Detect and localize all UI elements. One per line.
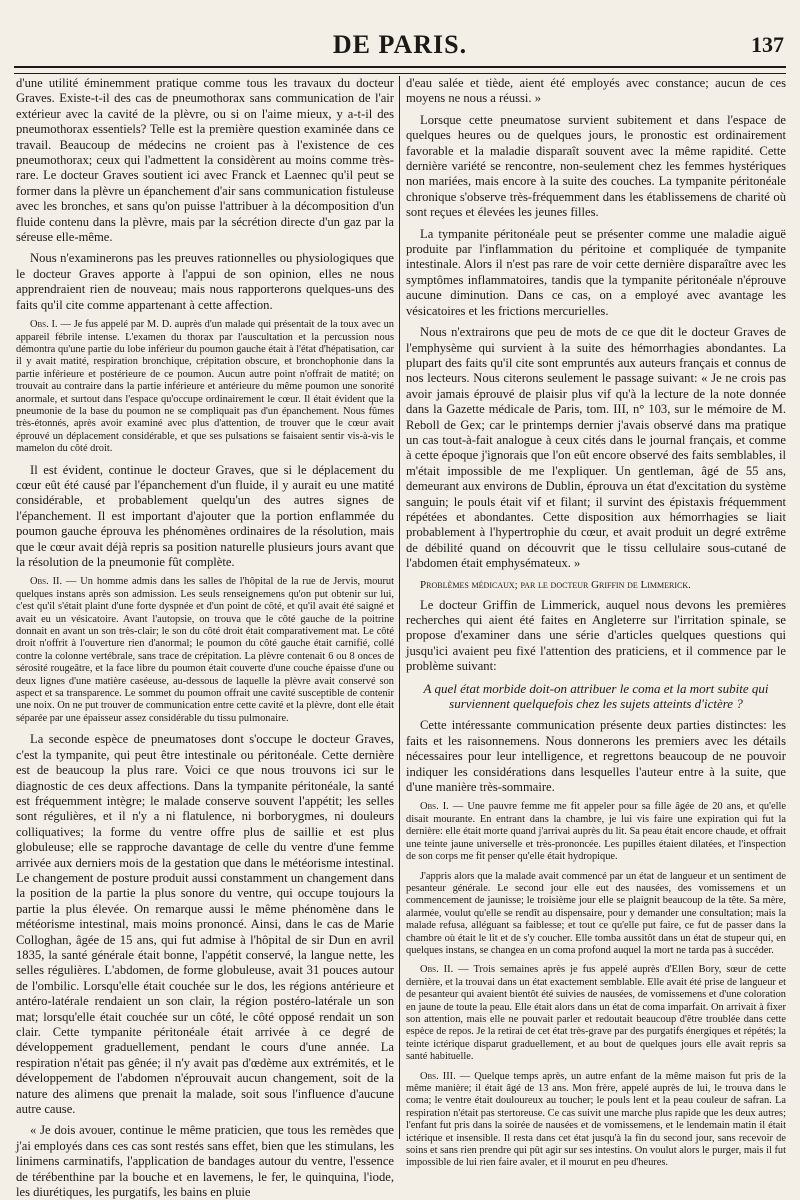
observation-paragraph [16,319,394,455]
body-paragraph: Nous n'extrairons que peu de mots de ce que dit le docteur Graves de l'emphysème qui survient à la suite des hémorrhagies abondantes. La plupart des faits qu'il cite sont empruntés aux auteurs français et connus de nos lecteurs. Nous citerons seulement le passage suivant: « Je ne crois pas avoir jamais éprouvé de plaisir plus vif qu'à la lecture de la note donnée dans la Gazette médicale de Paris, tom. III, n° 103, sur le mémoire de M. Reboll de Gex; car le printemps dernier j'avais observé dans ma pratique un cas tout-à-fait analogue à ceux cités dans le journal français, et comme à cette époque j'ignorais que l'on eût encore observé des faits semblables, il m'était impossible de me l'expliquer. Un gentleman, âgé de 55 ans, demeurant aux environs de Dublin, éprouva un état d'excitation du système sanguin; le pouls était vif et filant; il survint des épistaxis fréquemment répétées et abondantes. Cette disposition aux hémorrhagies se liait probablement à l'hypertrophie du cœur, et avait produit un degré extrême de débilité quand on découvrit que le tissu cellulaire sous-cutané de l'abdomen était emphysémateux. » [406,325,786,571]
right-column [406,76,786,1169]
section-heading: Problèmes médicaux; par le docteur Griffin de Limmerick. [420,578,691,591]
body-paragraph: La seconde espèce de pneumatoses dont s'occupe le docteur Graves, c'est la tympanite, qui peut être intestinale ou péritonéale. Cette dernière est de beaucoup la plus rare. Voici ce que nous trouvons ici sur le diagnostic de ces deux affections. Dans la tympanite péritonéale, la santé est fréquemment intègre; le malade conserve souvent l'appétit; les selles sont régulières, et il n'y a ni flatulence, ni borborygmes, ni douleurs colliquatives; la forme du ventre offre plus de saillie et est plus globuleuse; elle se rapproche davantage de celle du ventre d'une femme arrivée aux derniers mois de la gestation que dans le météorisme intestinal. Le changement de posture produit aussi constamment un changement dans la position de la partie la plus sonore du ventre, qui occupe toujours la partie la plus élevée. On remarque aussi le même phénomène dans le météorisme intestinal, mais moins prononcé. Ainsi, dans le cas de Marie Colloghan, âgée de 15 ans, qui fut admise à l'hôpital de sir Dun en avril 1835, la santé générale était bonne, l'appétit conservé, la langue nette, les selles régulières. L'abdomen, de forme globuleuse, avait 31 pouces autour de l'ombilic. Lorsqu'elle était couchée sur le dos, les régions antérieure et antéro-latérale rendaient un son clair, la région postéro-latérale un son mat; lorsqu'elle était couchée sur un côté, le côté opposé rendait un son clair. Cette tympanite péritonéale était arrivée à ce degré de développement graduellement, pendant le cours d'une année. La respiration n'était pas gênée; il n'y avait pas d'œdème aux extrémités, et le développement de l'abdomen n'éprouvait aucun changement, soit de la nature des alimens que prenait la malade, soit sous l'influence d'aucune autre cause. [16,732,394,1117]
page-header [14,30,786,64]
column-divider [399,76,400,1139]
body-paragraph: Cette intéressante communication présente deux parties distinctes: les faits et les raisonnemens. Nous donnerons les premiers avec les détails nécessaires pour leur intelligence, et regrettons beaucoup de ne pouvoir indiquer les considérations dans lesquelles l'auteur entre à la suite, que d'une manière très-sommaire. [406,718,786,795]
observation-paragraph [16,576,394,725]
observation-text: — Un homme admis dans les salles de l'hôpital de la rue de Jervis, mourut quelques instans après son admission. Les seuls renseignemens qu'on put obtenir sur lui, c'est qu'il s'était plaint d'une forte dyspnée et d'un point de côté, et qu'il avait été saigné et avait eu un vésicatoire. Avant l'autopsie, on trouva que le côté gauche de la poitrine donnait en avant un son très-clair; le son du côté droit était comparativement mat. Le côté droit n'offrit à l'ouverture rien d'anormal; le poumon du côté gauche était carnifié, collé contre la colonne vertébrale, sans trace de crépitation. La plèvre contenait 6 ou 8 onces de sérosité rougeâtre, et la face libre du poumon était couverte d'une couche épaisse d'une ou deux lignes d'une matière caséeuse, au-dessous de laquelle la plèvre avait conservé son aspect et sa transparence. Le sommet du poumon offrait une cavité susceptible de contenir une noix. On ne put trouver de communication entre cette cavité et la plèvre, dont elle était séparée par une épaisseur assez considérable du tissu pulmonaire. [16,576,395,724]
observation-label: Obs. III. [420,1070,456,1082]
observation-paragraph [406,871,786,958]
observation-paragraph [406,1071,786,1170]
observation-text: — Une pauvre femme me fit appeler pour sa fille âgée de 20 ans, et qu'elle disait mourante. En entrant dans la chambre, je lui vis faire une expiration qui fut la dernière: elle était morte quand j'arrivai auprès du lit. Sa peau était encore chaude, et offrait une teinte jaune universelle et très-prononcée. Les pupilles étaient dilatées, et l'inspection de son corps me fit penser qu'elle était hydropique. [406,801,786,863]
header-rule [14,66,786,74]
body-paragraph: Nous n'examinerons pas les preuves rationnelles ou physiologiques que le docteur Graves apporte à l'appui de son opinion, elles ne nous apprendraient rien de nouveau; mais nous rapporterons quelques-uns des faits qu'il cite comme appartenant à cette affection. [16,251,394,312]
observation-text: — Quelque temps après, un autre enfant de la même maison fut pris de la même manière; il était âgé de 13 ans. Mon frère, appelé auprès de lui, le trouva dans le coma; le ventre était douloureux au toucher; le pouls lent et la peau couleur de safran. La respiration n'était pas stertoreuse. Ce cas suivit une marche plus rapide que les deux autres; l'enfant fut pris dans la soirée de nausées et de vomissemens, et le lendemain matin il était ictérique et insensible. Il resta dans cet état jusqu'à la fin du second jour, sans recevoir de soins et sans rien prendre qui pût agir sur ses intestins. On voulut alors le purger, mais il fut impossible de lui rien faire avaler, et il mourut en peu d'heures. [406,1070,786,1169]
observation-paragraph [406,964,786,1063]
observation-label: Obs. I. [420,801,449,813]
body-paragraph: d'une utilité éminemment pratique comme tous les travaux du docteur Graves. Existe-t-il des cas de pneumothorax sans communication de l'air extérieur avec la cavité de la plèvre, ou si on l'aime mieux, y a-t-il des pneumothorax essentiels? Telle est la première question examinée dans ce travail. Beaucoup de médecins ne croient pas à l'existence de ces pneumothorax; ceux qui l'admettent la considèrent au moins comme très-rare. Le docteur Graves soutient ici avec Franck et Laennec qu'il peut se former dans la plèvre un épanchement d'air sans communication fistuleuse avec les bronches, et sans qu'on puisse l'attribuer à la décomposition d'un fluide contenu dans la plèvre, mais par la sécrétion directe d'un gaz par la séreuse elle-même. [16,76,394,245]
body-paragraph: La tympanite péritonéale peut se présenter comme une maladie aiguë produite par l'inflammation du péritoine et compliquée de tympanite intestinale. Alors il n'est pas rare de voir cette dernière disparaître avec les symptômes inflammatoires, tandis que la tympanite péritonéale n'éprouve aucune diminution. Dans ce cas, on a employé avec avantage les vésicatoires et les frictions mercurielles. [406,226,786,318]
observation-paragraph [406,801,786,863]
observation-text: — Je fus appelé par M. D. auprès d'un malade qui présentait de la toux avec un appareil fébrile intense. L'examen du thorax par l'auscultation et la percussion nous démontra qu'une partie du lobe inférieur du poumon gauche était à l'état d'hépatisation, car il y avait matité, respiration bronchique, crépitation obscure, et bronchophonie dans la partie inférieure et postérieure de ce poumon. Aucun autre point n'offrait de matité; on trouvait au contraire dans la partie inférieure et antérieure du même poumon une sonorité anormale, et surtout dans l'espace qu'occupe ordinairement le cœur. Il était évident que la pneumonie de la base du poumon ne se compliquait pas d'un épanchement. Nous fûmes très-étonnés, après avoir examiné avec plus d'attention, de trouver que le cœur avait éprouvé un déplacement considérable, et que ses pulsations se faisaient sentir vis-à-vis le mamelon du côté droit. [16,319,394,455]
page-number: 137 [751,32,784,57]
body-paragraph: « Je dois avouer, continue le même praticien, que tous les remèdes que j'ai employés dans ces cas sont restés sans effet, bien que les stimulans, les linimens carminatifs, l'application de bandages autour du ventre, l'essence de térébenthine par la bouche et en lavemens, le fer, le quinquina, l'iode, les diurétiques, les purgatifs, les bains en pluie [16,1123,394,1200]
running-title: DE PARIS. [332,30,468,59]
problem-question: A quel état morbide doit-on attribuer le coma et la mort subite qui surviennent quelquefois chez les sujets atteints d'ictère ? [423,680,769,712]
observation-text: — Trois semaines après je fus appelé auprès d'Ellen Bory, sœur de cette dernière, et la trouvai dans un état exactement semblable. Elle avait été prise de langueur et de pesanteur qui avaient bientôt été suivies de nausées, de vomissemens et d'une coloration en jaune de toute la peau. Elle était alors dans un état de coma imparfait. On arrivait à fixer son attention, mais elle ne pouvait parler et redoutait beaucoup d'être troublée dans cette espèce de repos. Je la retirai de cet état très-grave par des purgatifs énergiques et répétés; la teinte ictérique disparut graduellement, et au bout de quelques jours elle avait repris sa santé habituelle. [406,964,786,1063]
observation-text: J'appris alors que la malade avait commencé par un état de langueur et un sentiment de pesanteur générale. Le second jour elle eut des nausées, des vomissemens et un commencement de jaunisse; le troisième jour elle se plaignit beaucoup de la tête. Sa mère, alarmée, voulut qu'elle se rendît au dispensaire, pour y demander une consultation; mais la malade refusa, alléguant sa faiblesse; et tout ce qu'elle put faire, ce fut de passer dans la chambre où était le lit et de s'y coucher. Elle tomba aussitôt dans un état de stupeur qui, en quelques instans, se changea en un coma profond auquel la mort ne tarda pas à succéder. [406,870,786,956]
observation-label: Obs. II. [420,964,454,976]
observation-label: Obs. I. [30,319,58,331]
left-column [16,76,395,1200]
body-paragraph: Lorsque cette pneumatose survient subitement et dans l'espace de quelques heures ou de quelques jours, le pronostic est ordinairement favorable et la maladie disparaît souvent avec la même rapidité. Cette dernière variété se rencontre, non-seulement chez les femmes hystériques non mariées, mais encore à la suite des couches. La tympanite péritonéale chronique s'observe très-fréquemment dans les établissemens de charité où sont reçues et élevées les jeunes filles. [406,112,786,220]
observation-label: Obs. II. [30,576,63,588]
body-paragraph: Le docteur Griffin de Limmerick, auquel nous devons les premières recherches qui aient été faites en Angleterre sur l'irritation spinale, se propose d'examiner dans une série d'articles quelques questions qui jusqu'ici avaient peu fixé l'attention des praticiens, et il commence par le problème suivant: [406,597,786,674]
body-paragraph: d'eau salée et tiède, aient été employés avec constance; aucun de ces moyens ne nous a réussi. » [406,76,786,106]
body-paragraph: Il est évident, continue le docteur Graves, que si le déplacement du cœur eût été causé par l'épanchement d'un fluide, il y aurait eu une matité considérable, et probablement quelqu'un des autres signes de l'épanchement. Il est important d'ajouter que la portion enflammée du poumon gauche éprouva les phénomènes ordinaires de la résolution, mais que le cœur avait déjà repris sa position naturelle plusieurs jours avant que la résolution de la pneumonie fût complète. [16,462,394,569]
